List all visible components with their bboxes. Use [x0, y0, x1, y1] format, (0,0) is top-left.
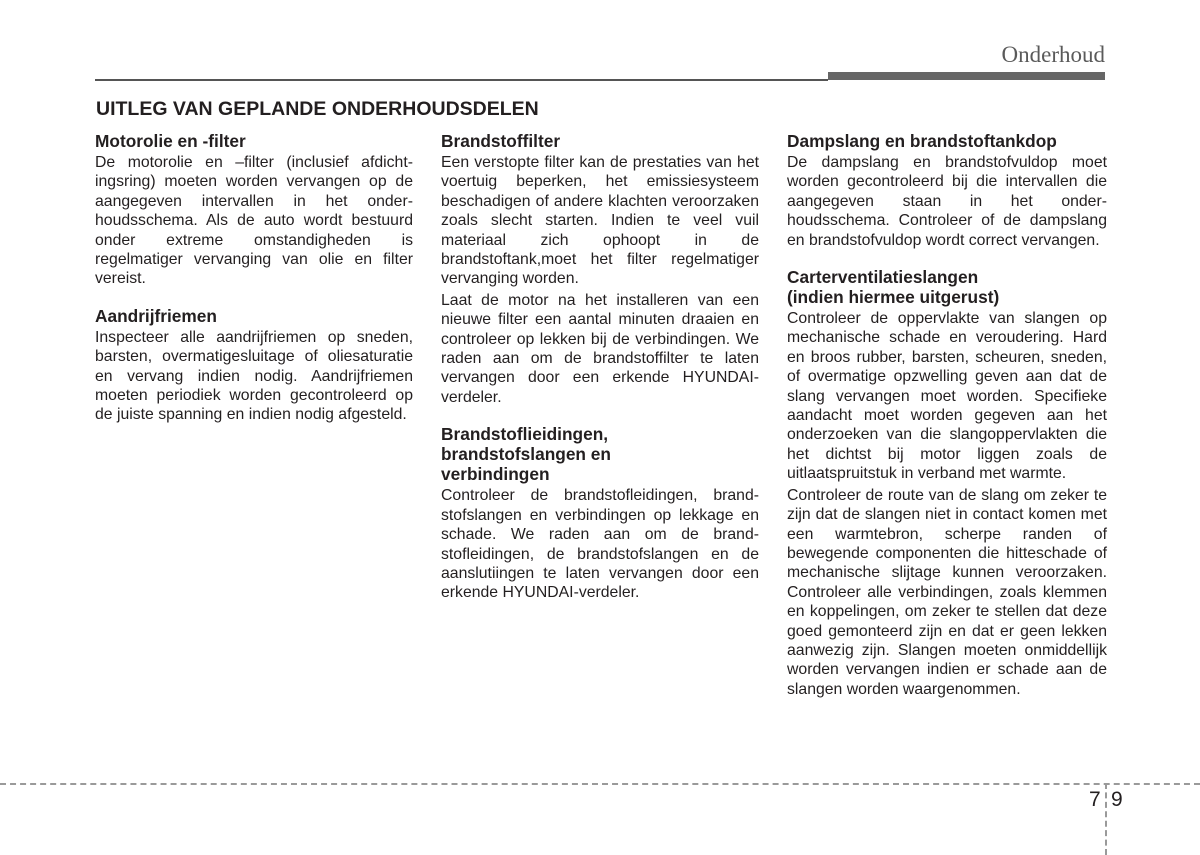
section-carterventilatieslangen: [787, 267, 1107, 699]
column-1: [95, 131, 413, 442]
section-heading: Dampslang en brandstoftankdop: [787, 131, 1057, 151]
section-heading: Carterventilatieslangen (indien hiermee uitgerust): [787, 267, 1000, 308]
column-2: [441, 131, 759, 620]
footer-dashed-rule: [0, 783, 1200, 785]
section-motorolie: [95, 131, 413, 289]
section-paragraph: Controleer de route van de slang om zeker te zijn dat de slangen niet in contact komen met een warmtebron, scherpe randen of bewegende componenten die hitteschade of mechanische slijtage kunnen veroorzaken. Controleer alle verbindingen, zoals klemmen en koppelingen, om zeker te stellen dat deze goed gemonteerd zijn en dat er geen lekken aanwezig zijn. Slangen moeten onmiddellijk worden vervangen indien er schade aan de slangen worden waargenommen.: [787, 486, 1107, 698]
section-paragraph: De motorolie en –filter (inclusief afdichtingsring) moeten worden vervangen op de aangegeven intervallen in het onderhoudsschema. Als de auto wordt bestuurd onder extreme omstandigheden is regelmatiger vervanging van olie en filter vereist.: [95, 154, 413, 288]
section-dampslang: [787, 131, 1107, 250]
section-aandrijfriemen: [95, 306, 413, 425]
section-brandstoffilter: [441, 131, 759, 407]
header-accent-bar: [828, 72, 1105, 80]
section-heading: Brandstoffilter: [441, 131, 561, 151]
section-paragraph: Controleer de brandstofleidingen, brandstofslangen en verbindingen op lekkage en schade. We raden aan om de brandstofleidingen, de brandstofslangen en de aanslutiingen te laten vervangen door een erkende HYUNDAI-verdeler.: [441, 487, 759, 602]
page-header-title: Onderhoud: [1001, 42, 1105, 67]
section-title: UITLEG VAN GEPLANDE ONDERHOUDSDELEN: [96, 98, 539, 120]
column-3: [787, 131, 1107, 701]
section-heading: Aandrijfriemen: [95, 305, 217, 326]
page-number: 9: [1111, 788, 1123, 811]
section-brandstofleidingen: [441, 424, 759, 602]
section-paragraph: Controleer de oppervlakte van slangen op mechanische schade en veroudering. Hard en broos rubber, barsten, scheuren, sneden, of overmatige opzwelling geven aan dat de slang vervangen moet worden. Specifieke aandacht moet worden gegeven aan het onderzoeken van die slangoppervlakten die het dichtst bij motor liggen zoals de uitlaatspruitstuk in verband met warmte.: [787, 310, 1107, 483]
section-paragraph: Laat de motor na het installeren van een nieuwe filter een aantal minuten draaien en controleer op lekken bij de verbindingen. We raden aan om de brandstoffilter te laten vervangen door een erkende HYUNDAI-verdeler.: [441, 291, 759, 406]
page-number-divider: [1105, 783, 1107, 855]
section-paragraph: Een verstopte filter kan de prestaties van het voertuig beperken, het emissiesysteem beschadigen of andere klachten veroorzaken zoals slecht starten. Indien te veel vuil materiaal zich ophoopt in de brandstoftank,moet het filter regelmatiger vervanging worden.: [441, 154, 759, 288]
section-paragraph: Inspecteer alle aandrijfriemen op sneden, barsten, overmatigesluitage of oliesaturatie en vervang indien nodig. Aandrijfriemen moeten periodiek worden gecontroleerd op de juiste spanning en indien nodig afgesteld.: [95, 328, 413, 424]
section-paragraph: De dampslang en brandstofvuldop moet worden gecontroleerd bij die intervallen die aangegeven staan in het onderhoudsschema. Controleer of de dampslang en brandstofvuldop wordt correct vervangen.: [787, 154, 1107, 249]
header-rule: [95, 79, 828, 81]
section-heading: Motorolie en -filter: [95, 131, 246, 151]
chapter-number: 7: [1089, 788, 1101, 811]
section-heading: Brandstoflieidingen, brandstofslangen en verbindingen: [441, 424, 611, 485]
